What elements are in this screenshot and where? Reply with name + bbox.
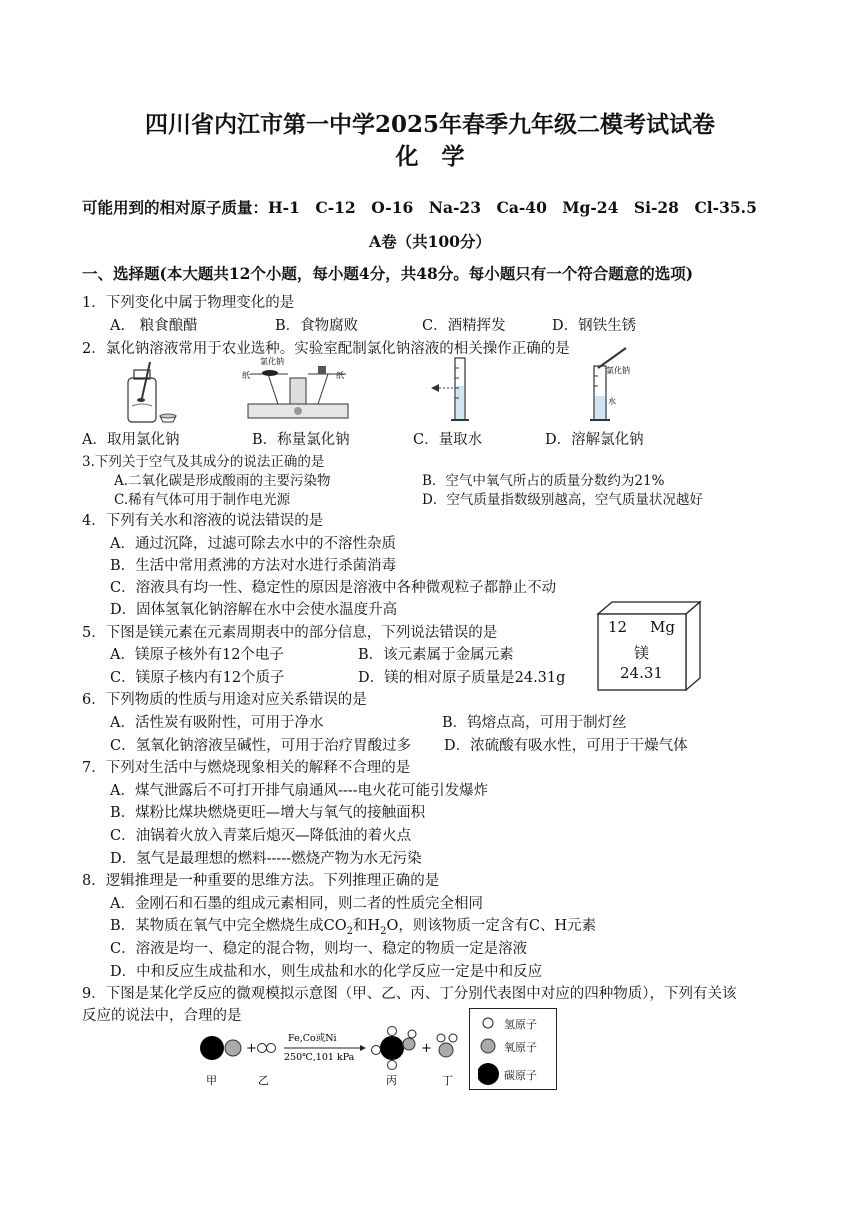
molecule-yi-h2 [267,1044,276,1053]
molecule-yi-h1 [258,1044,267,1053]
part-one-heading: 一、选择题(本大题共12个小题，每小题4分，共48分。每小题只有一个符合题意的选项) [82,264,694,283]
dissolve-beaker-figure [580,346,650,426]
q3-option-d: D．空气质量指数级别越高，空气质量状况越好 [422,492,703,508]
graduated-cylinder-figure [425,354,485,426]
q1-option-c: C．酒精挥发 [422,318,506,334]
q2-option-a: A．取用氯化钠 [82,432,180,448]
label-jia: 甲 [206,1074,217,1087]
q2-stem: 2．氯化钠溶液常用于农业选种。实验室配制氯化钠溶液的相关操作正确的是 [82,341,570,357]
q7-stem: 7．下列对生活中与燃烧现象相关的解释不合理的是 [82,760,411,776]
q4-option-d: D．固体氢氧化钠溶解在水中会使水温度升高 [110,602,398,618]
molecule-jia-oxygen [225,1040,241,1056]
q4-option-c: C．溶液具有均一性、稳定性的原因是溶液中各种微观粒子都静止不动 [110,580,557,596]
q6-option-b: B．钨熔点高，可用于制灯丝 [442,715,627,731]
q1-stem: 1．下列变化中属于物理变化的是 [82,295,295,311]
element-symbol: Mg [650,618,675,636]
q7-option-c: C．油锅着火放入青菜后熄灭—降低油的着火点 [110,828,412,844]
element-cell-magnesium [596,600,702,692]
molecule-bing-carbon [380,1036,404,1060]
q3-option-b: B．空气中氧气所占的质量分数约为21% [422,473,665,489]
atomic-masses: 可能用到的相对原子质量：H-1 C-12 O-16 Na-23 Ca-40 Mg-24 Si-28 Cl-35.5 [82,198,757,217]
q2-option-b: B．称量氯化钠 [252,432,350,448]
q8-option-c: C．溶液是均一、稳定的混合物，则均一、稳定的物质一定是溶液 [110,941,528,957]
legend-carbon-icon [478,1063,499,1085]
q4-stem: 4．下列有关水和溶液的说法错误的是 [82,513,324,529]
q8-stem: 8．逻辑推理是一种重要的思维方法。下列推理正确的是 [82,873,440,889]
balance-label-paper-left: 纸 [242,371,250,380]
legend-carbon-label: 碳原子 [504,1069,537,1082]
q1-option-b: B．食物腐败 [275,318,359,334]
balance-label-nacl: 氯化钠 [260,357,284,366]
element-name: 镁 [634,644,650,662]
q5-option-d: D．镁的相对原子质量是24.31g [358,670,566,686]
reaction-diagram [196,1024,476,1088]
q9-stem-line2: 反应的说法中，合理的是 [82,1008,242,1024]
dissolve-label-water: 水 [608,397,616,406]
label-bing: 丙 [386,1074,397,1087]
q6-option-a: A．活性炭有吸附性，可用于净水 [110,715,324,731]
element-number: 12 [608,618,628,636]
q1-option-a: A． 粮食酿醋 [110,318,198,334]
label-ding: 丁 [442,1074,453,1087]
legend-hydrogen-icon [483,1018,493,1028]
balance-figure [238,356,358,426]
q5-stem: 5．下图是镁元素在元素周期表中的部分信息，下列说法错误的是 [82,625,498,641]
q7-option-a: A．煤气泄露后不可打开排气扇通风----电火花可能引发爆炸 [110,783,489,799]
atom-legend [469,1008,557,1090]
q8-option-b: B．某物质在氧气中完全燃烧生成$CO_2$和$H_2O$，则该物质一定含有C、H元素 [110,918,597,937]
molecule-jia-carbon [200,1036,224,1060]
q5-option-a: A．镁原子核外有12个电子 [110,647,284,663]
q3-option-c: C.稀有气体可用于制作电光源 [114,492,291,508]
subject-title: 化 学 [395,143,465,170]
plus-sign-2: + [421,1041,432,1056]
q6-option-c: C．氢氧化钠溶液呈碱性，可用于治疗胃酸过多 [110,738,412,754]
legend-hydrogen-label: 氢原子 [504,1018,537,1031]
q8-option-d: D．中和反应生成盐和水，则生成盐和水的化学反应一定是中和反应 [110,964,543,980]
q6-option-d: D．浓硫酸有吸水性，可用于干燥气体 [444,738,688,754]
reagent-bottle-figure [120,358,180,426]
q1-option-d: D．钢铁生锈 [552,318,637,334]
q6-stem: 6．下列物质的性质与用途对应关系错误的是 [82,692,367,708]
q4-option-a: A．通过沉降，过滤可除去水中的不溶性杂质 [110,536,396,552]
dissolve-label-nacl: 氯化钠 [606,366,630,375]
q3-option-a: A.二氧化碳是形成酸雨的主要污染物 [114,473,331,489]
molecule-ding-oxygen [439,1043,453,1057]
q5-option-c: C．镁原子核内有12个质子 [110,670,285,686]
q5-option-b: B．该元素属于金属元素 [358,647,514,663]
legend-oxygen-label: 氧原子 [504,1041,537,1054]
plus-sign-1: + [246,1041,257,1056]
q9-stem-line1: 9．下图是某化学反应的微观模拟示意图（甲、乙、丙、丁分别代表图中对应的四种物质），下列有关该 [82,986,737,1002]
q2-option-d: D．溶解氯化钠 [545,432,644,448]
section-a-heading: A卷（共100分） [369,232,491,251]
reaction-condition-temperature: 250℃,101 kPa [284,1052,355,1063]
q2-option-c: C．量取水 [413,432,483,448]
q7-option-b: B．煤粉比煤块燃烧更旺—增大与氧气的接触面积 [110,805,426,821]
exam-title: 四川省内江市第一中学2025年春季九年级二模考试试卷 [144,111,715,138]
legend-oxygen-icon [481,1039,495,1053]
q4-option-b: B．生活中常用煮沸的方法对水进行杀菌消毒 [110,558,397,574]
balance-label-paper-right: 纸 [336,371,344,380]
label-yi: 乙 [258,1074,269,1087]
q3-stem: 3.下列关于空气及其成分的说法正确的是 [82,454,325,470]
q7-option-d: D．氢气是最理想的燃料-----燃烧产物为水无污染 [110,851,422,867]
element-mass: 24.31 [620,664,663,682]
q8-option-a: A．金刚石和石墨的组成元素相同，则二者的性质完全相同 [110,896,483,912]
reaction-condition-catalyst: Fe,Co或Ni [288,1033,337,1044]
